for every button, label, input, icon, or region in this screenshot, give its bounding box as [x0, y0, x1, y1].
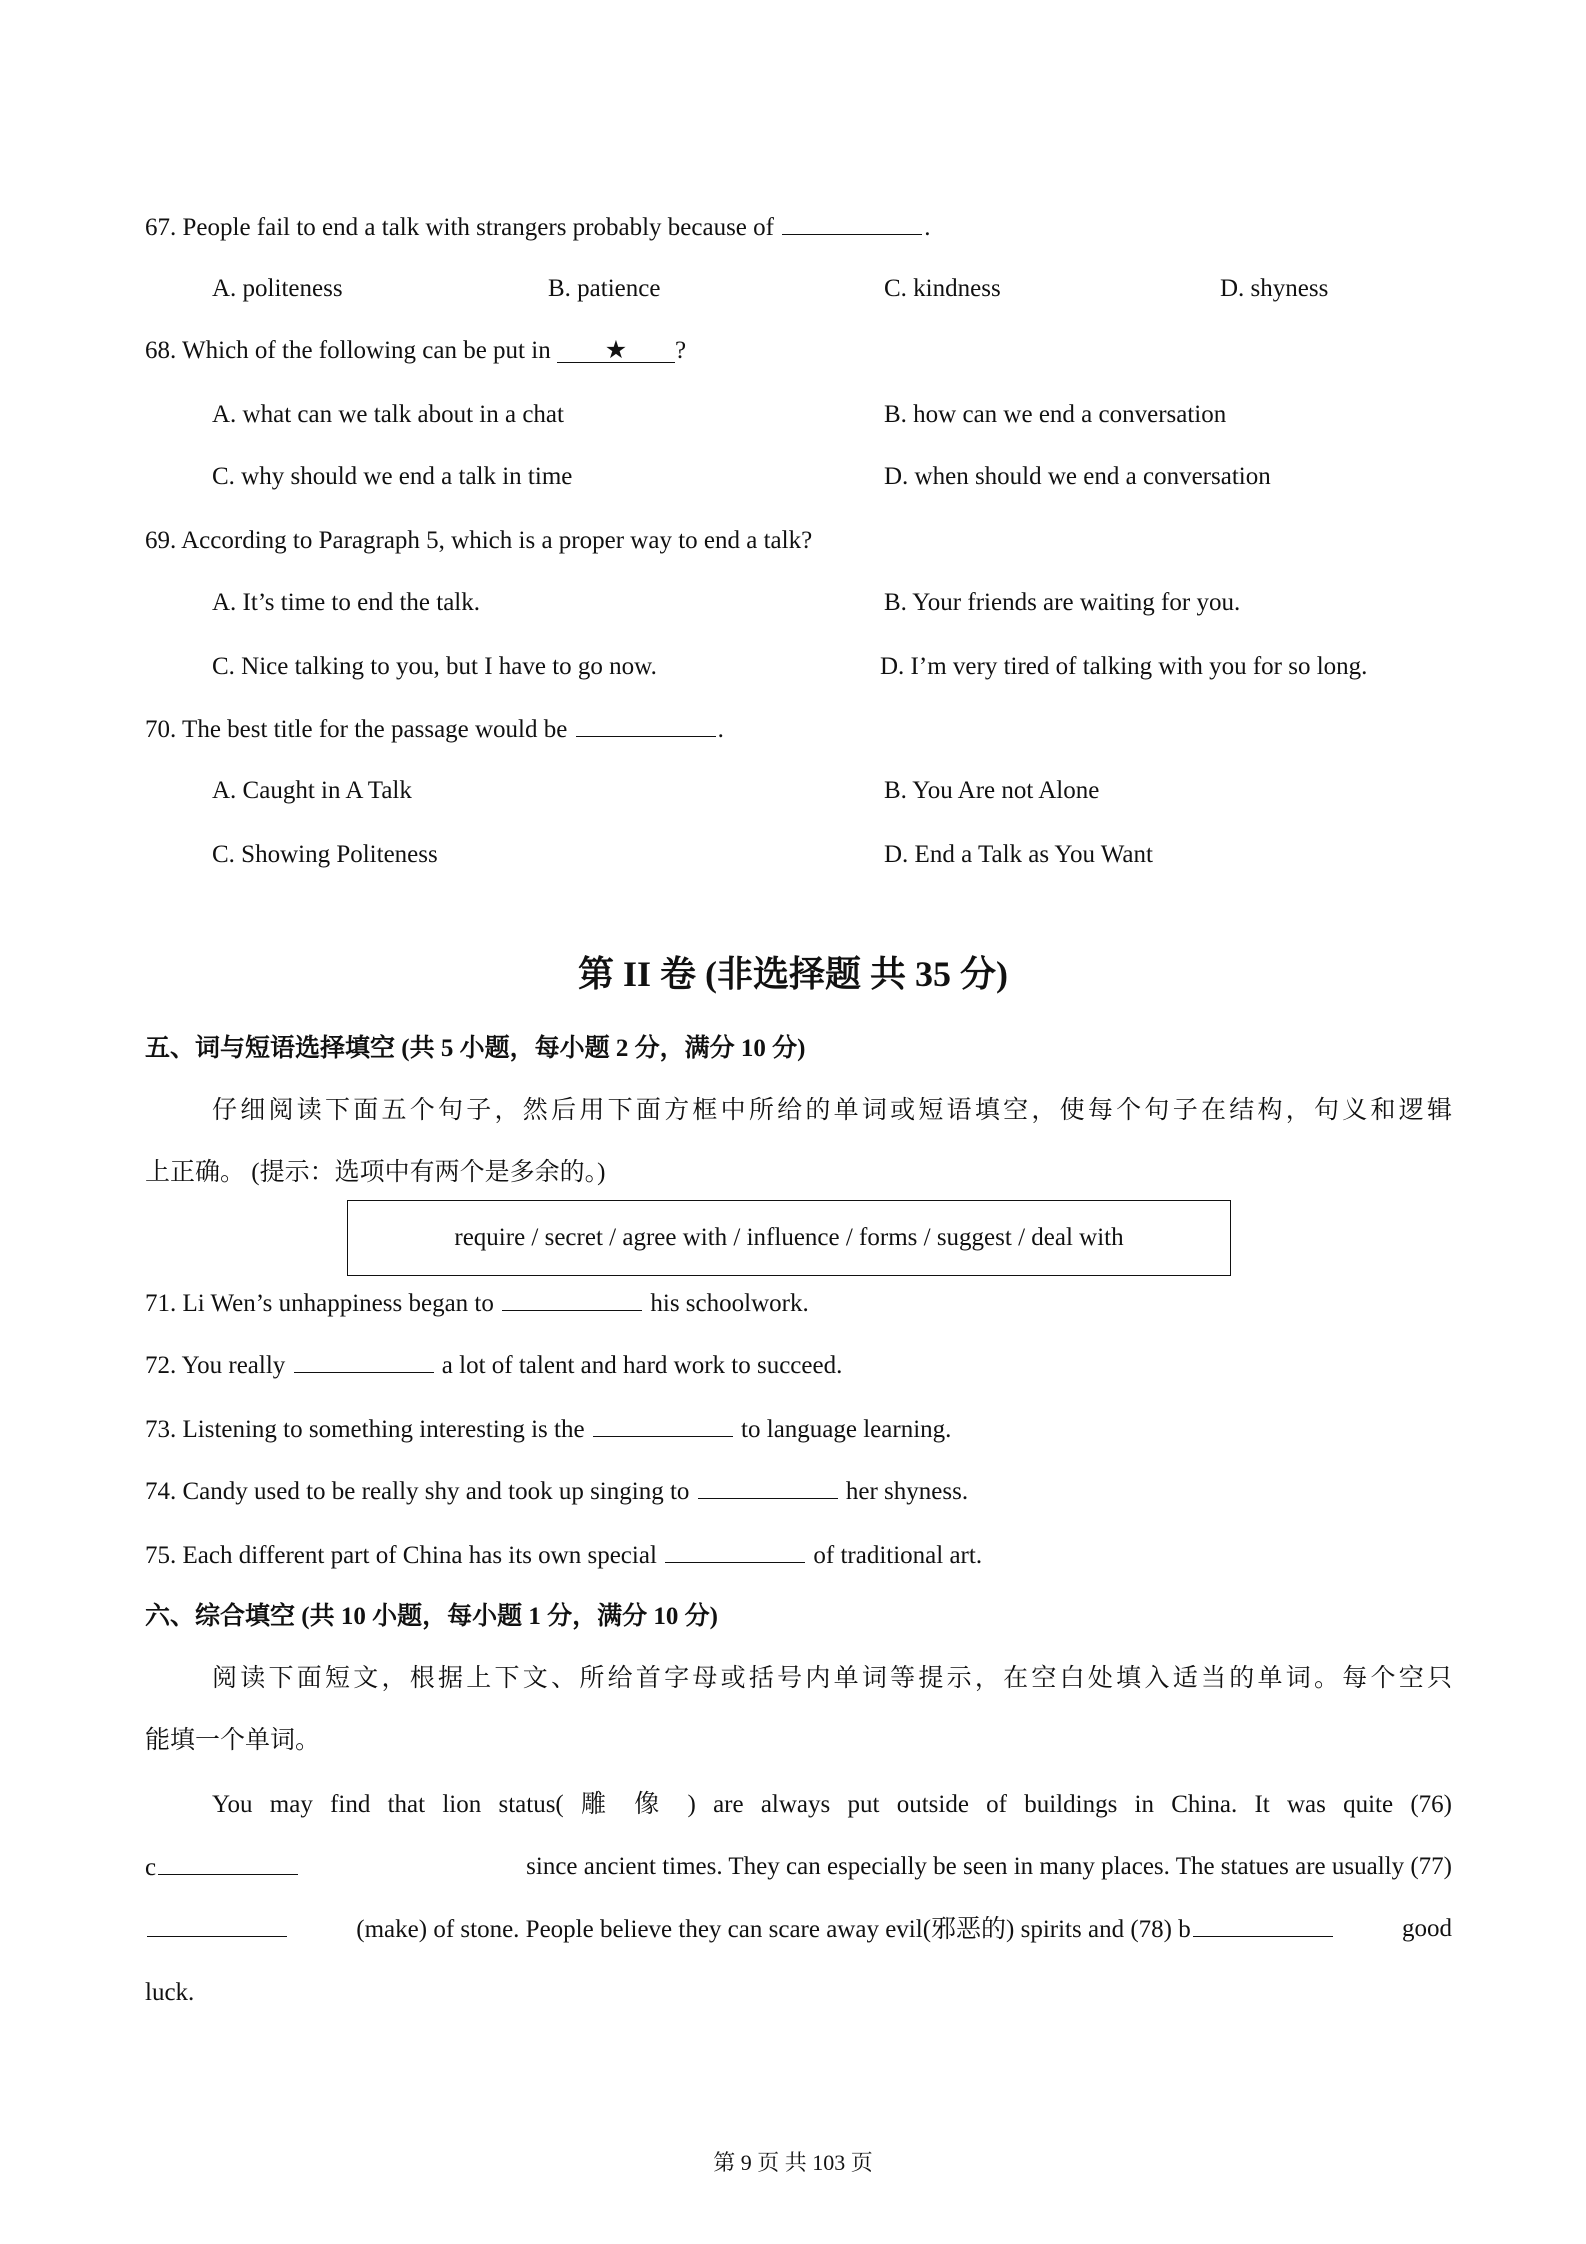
question-72-pre: 72. You really — [145, 1352, 292, 1379]
option-68-b: B. how can we end a conversation — [884, 401, 1227, 428]
question-70-stem: 70. The best title for the passage would be — [145, 716, 574, 743]
option-69-b: B. Your friends are waiting for you. — [884, 589, 1241, 616]
question-73-post: to language learning. — [734, 1416, 952, 1443]
option-70-b: B. You Are not Alone — [884, 777, 1100, 804]
question-68 — [145, 336, 686, 366]
passage-line-3 — [145, 1914, 1452, 1945]
section-6-instruction-line2: 能填一个单词。 — [145, 1727, 321, 1754]
hint-letter-c: c — [145, 1854, 157, 1881]
question-71 — [145, 1288, 809, 1319]
option-67-d: D. shyness — [1220, 275, 1329, 302]
passage-line-2-text: since ancient times. They can especially be seen in many places. The statues are usually (77) — [526, 1853, 1452, 1880]
question-73-pre: 73. Listening to something interesting is the — [145, 1416, 591, 1443]
passage-line-1: You may find that lion status( 雕 像 ) are always put outside of buildings in China. It was quite (76) — [212, 1791, 1452, 1818]
option-70-a: A. Caught in A Talk — [212, 777, 412, 804]
option-70-d: D. End a Talk as You Want — [884, 841, 1153, 868]
question-70 — [145, 714, 724, 745]
option-70-c: C. Showing Politeness — [212, 841, 438, 868]
passage-line-3-end: good — [1402, 1915, 1452, 1942]
question-70-stem-end: . — [717, 716, 724, 743]
option-68-a: A. what can we talk about in a chat — [212, 401, 564, 428]
question-72-post: a lot of talent and hard work to succeed. — [435, 1352, 843, 1379]
question-74-post: her shyness. — [839, 1478, 969, 1505]
question-67 — [145, 212, 930, 243]
question-71-post: his schoolwork. — [644, 1290, 809, 1317]
passage-line-3-middle — [356, 1914, 1334, 1945]
question-73 — [145, 1414, 951, 1445]
passage-line-2-start — [145, 1852, 300, 1883]
question-67-stem-end: . — [924, 214, 931, 241]
question-72 — [145, 1350, 842, 1381]
question-68-stem: 68. Which of the following can be put in — [145, 337, 557, 364]
answer-blank — [294, 1350, 434, 1373]
question-75-pre: 75. Each different part of China has its own special — [145, 1542, 664, 1569]
answer-blank-77 — [147, 1914, 287, 1937]
section-5-instruction-line2: 上正确。 (提示：选项中有两个是多余的。) — [145, 1159, 606, 1186]
passage-line-4: luck. — [145, 1979, 195, 2006]
option-67-b: B. patience — [548, 275, 661, 302]
word-bank-box — [347, 1200, 1231, 1276]
page-footer: 第 9 页 共 103 页 — [713, 2150, 873, 2175]
answer-blank — [665, 1540, 805, 1563]
answer-blank — [782, 212, 922, 235]
part-2-title: 第 II 卷 (非选择题 共 35 分) — [578, 954, 1008, 994]
option-68-c: C. why should we end a talk in time — [212, 463, 573, 490]
answer-blank-76 — [158, 1852, 298, 1875]
section-6-heading: 六、综合填空 (共 10 小题，每小题 1 分，满分 10 分) — [145, 1603, 718, 1630]
answer-blank-78 — [1193, 1914, 1333, 1937]
passage-line-3-text: (make) of stone. People believe they can scare away evil(邪恶的) spirits and (78) b — [356, 1916, 1191, 1943]
question-75 — [145, 1540, 982, 1571]
question-75-post: of traditional art. — [807, 1542, 983, 1569]
option-69-c: C. Nice talking to you, but I have to go now. — [212, 653, 657, 680]
section-5-heading: 五、词与短语选择填空 (共 5 小题，每小题 2 分，满分 10 分) — [145, 1035, 806, 1062]
section-5-instruction-line1: 仔细阅读下面五个句子，然后用下面方框中所给的单词或短语填空，使每个句子在结构，句义和逻辑 — [212, 1097, 1452, 1124]
option-68-d: D. when should we end a conversation — [884, 463, 1271, 490]
question-74 — [145, 1476, 968, 1507]
option-67-a: A. politeness — [212, 275, 343, 302]
question-74-pre: 74. Candy used to be really shy and took up singing to — [145, 1478, 696, 1505]
answer-blank — [593, 1414, 733, 1437]
star-blank — [557, 336, 675, 363]
passage-line-2 — [145, 1852, 1452, 1883]
option-67-c: C. kindness — [884, 275, 1001, 302]
question-69: 69. According to Paragraph 5, which is a proper way to end a talk? — [145, 527, 813, 554]
answer-blank — [576, 714, 716, 737]
question-67-stem: 67. People fail to end a talk with strangers probably because of — [145, 214, 781, 241]
question-68-stem-end: ? — [674, 337, 687, 364]
question-71-pre: 71. Li Wen’s unhappiness began to — [145, 1290, 501, 1317]
star-icon: ★ — [604, 337, 628, 364]
option-69-a: A. It’s time to end the talk. — [212, 589, 481, 616]
option-69-d: D. I’m very tired of talking with you for so long. — [880, 653, 1368, 680]
word-bank-text: require / secret / agree with / influence / forms / suggest / deal with — [454, 1224, 1124, 1251]
answer-blank — [698, 1476, 838, 1499]
answer-blank — [502, 1288, 642, 1311]
section-6-instruction-line1: 阅读下面短文，根据上下文、所给首字母或括号内单词等提示，在空白处填入适当的单词。每个空只 — [212, 1665, 1452, 1692]
